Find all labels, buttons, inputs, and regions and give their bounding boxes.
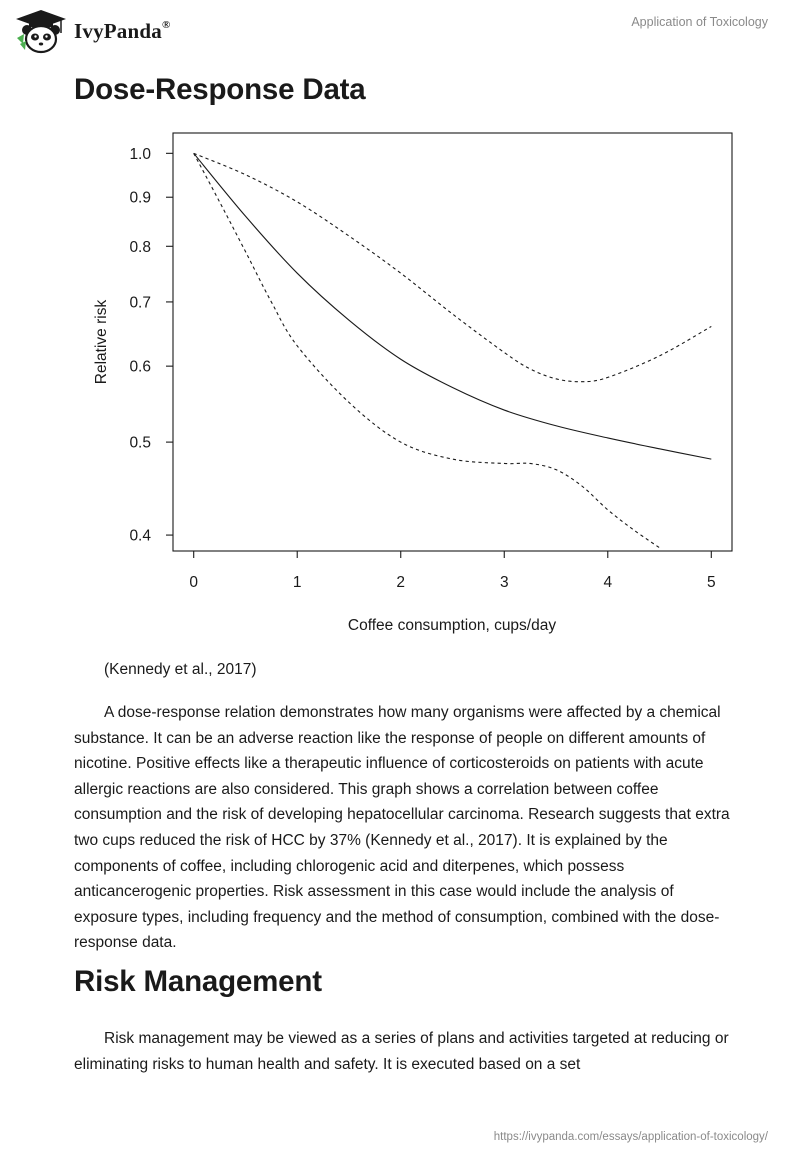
y-tick-label-3: 0.7 — [129, 294, 151, 312]
y-tick-label-0: 0.4 — [129, 527, 151, 545]
paragraph-risk-management: Risk management may be viewed as a series of plans and activities targeted at reducing or eliminating risks to human health and safety. It is executed based on a set — [74, 1030, 729, 1073]
y-tick-label-2: 0.6 — [129, 358, 151, 376]
x-tick-label-3: 3 — [499, 574, 509, 591]
x-tick-label-2: 2 — [396, 574, 406, 591]
series-lower-ci-line — [194, 153, 660, 547]
x-tick-label-4: 4 — [603, 574, 613, 591]
y-axis-label: Relative risk — [93, 299, 110, 385]
section-heading-risk-management: Risk Management — [74, 965, 322, 998]
y-tick-label-1: 0.5 — [129, 434, 151, 452]
source-url[interactable]: https://ivypanda.com/essays/application-of-toxicology/ — [493, 1131, 768, 1143]
figure-caption: (Kennedy et al., 2017) — [104, 661, 257, 678]
x-axis-label: Coffee consumption, cups/day — [347, 617, 557, 634]
series-upper-ci-line — [194, 153, 712, 381]
paragraph-dose-response: A dose-response relation demonstrates how many organisms were affected by a chemical substance. It can be an adverse reaction like the response of people on different amounts of nicotine. Positive effects like a therapeutic influence of corticosteroids on patients with acute allergic reactions are also considered. This graph shows a correlation between coffee consumption and the risk of developing hepatocellular carcinoma. Research suggests that extra two cups reduced the risk of HCC by 37% (Kennedy et al., 2017). It is explained by the components of coffee, including chlorogenic acid and diterpenes, which possess anticancerogenic properties. Risk assessment in this case would include the analysis of exposure types, including frequency and the method of consumption, combined with the dose-response data. — [74, 704, 730, 952]
registered-mark: ® — [161, 18, 171, 31]
dose-response-chart — [0, 120, 800, 645]
section-heading-dose-response: Dose-Response Data — [74, 73, 366, 106]
brand-logo[interactable] — [14, 8, 170, 54]
y-tick-label-4: 0.8 — [129, 238, 151, 256]
x-tick-label-0: 0 — [189, 574, 199, 591]
document-title: Application of Toxicology — [631, 15, 768, 29]
series-layer — [194, 153, 712, 547]
brand-name — [74, 19, 170, 44]
brand-text: IvyPanda — [74, 18, 162, 43]
y-tick-label-6: 1.0 — [129, 145, 151, 163]
x-tick-label-1: 1 — [292, 574, 302, 591]
x-tick-label-5: 5 — [706, 574, 716, 591]
panda-graduate-icon — [14, 8, 68, 54]
y-tick-label-5: 0.9 — [129, 189, 151, 207]
plot-frame — [173, 133, 732, 551]
x-axis — [189, 551, 715, 591]
y-axis — [129, 146, 173, 545]
series-estimate-line — [194, 153, 712, 459]
page-header — [0, 0, 800, 60]
